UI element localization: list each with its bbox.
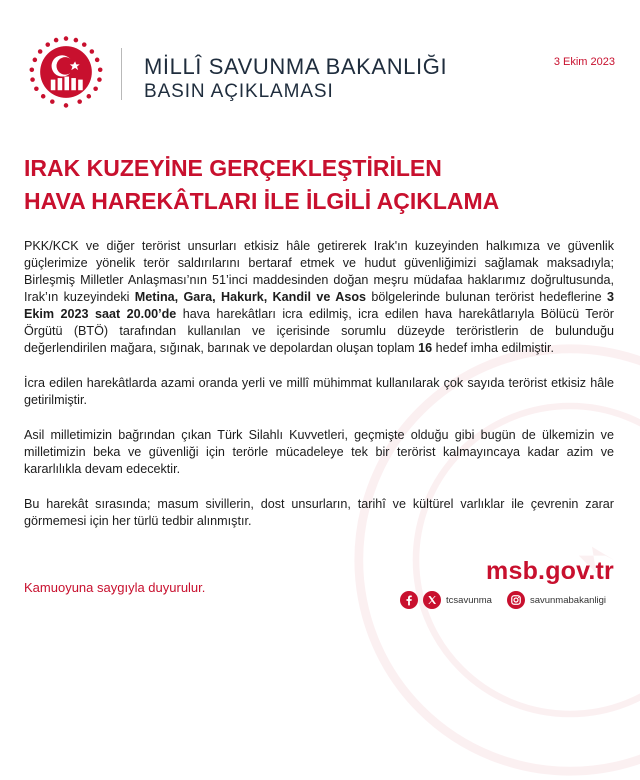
ministry-name: MİLLÎ SAVUNMA BAKANLIĞI [144, 54, 448, 79]
paragraph-3: Asil milletimizin bağrından çıkan Türk Silahlı Kuvvetleri, geçmişte olduğu gibi bugün de ülkemizin ve milletimizin beka ve güvenliği için terörle mücadeleye tek bir terörist kalmayıncaya kadar azim ve kararlılıkla devam edecektir. [24, 428, 614, 476]
closing-statement: Kamuoyuna saygıyla duyurulur. [24, 580, 206, 595]
header-divider [121, 48, 122, 100]
page-title [24, 152, 624, 218]
p1-text-g: hedef imha edilmiştir. [432, 341, 554, 355]
p1-regions: Metina, Gara, Hakurk, Kandil ve Asos [134, 290, 367, 304]
msb-logo-icon [28, 34, 104, 110]
paragraph-1 [24, 238, 614, 357]
title-line-2: HAVA HAREKÂTLARI İLE İLGİLİ AÇIKLAMA [24, 188, 500, 214]
paragraph-4: Bu harekât sırasında; masum sivillerin, dost unsurların, tarihî ve kültürel varlıklar ile çevrenin zarar görmemesi için her türlü tedbir alınmıştır. [24, 497, 614, 528]
p1-target-count: 16 [418, 341, 433, 355]
instagram-icon[interactable] [507, 591, 525, 609]
header [0, 0, 640, 130]
social-links [400, 590, 616, 610]
p1-text-c: bölgelerinde bulunan terörist hedeflerine [366, 290, 607, 304]
instagram-handle[interactable]: savunmabakanligi [529, 594, 606, 606]
facebook-icon[interactable] [400, 591, 418, 609]
p1-text-a: PKK/KCK ve diğer terörist unsurları etkisiz hâle getirerek Irak'ın kuzeyinden halkımıza ve güvenlik güçlerimize yönelik terör saldırılarını bertaraf etmek ve hudut güvenliğimizi sağlamak maksadıyla; Birleşmiş Milletler Anlaşması’nın 51’inci maddesinden doğan meşru müdafaa haklarımız doğrultusunda, Irak’ın kuzeyindeki [24, 239, 614, 304]
website-link[interactable]: msb.gov.tr [486, 557, 614, 585]
p1-text-e: hava harekâtları icra edilmiş, icra edilen hava harekâtlarıyla Bölücü Terör Örgütü (BTÖ) tarafından kullanılan ve içerisinde sorumlu düzeyde teröristlerin de bulunduğu değerlendirilen mağara, sığınak, barınak ve depolardan oluşan toplam [24, 307, 614, 355]
press-release-label: BASIN AÇIKLAMASI [144, 81, 334, 102]
document-body [24, 238, 614, 548]
x-icon[interactable] [423, 591, 441, 609]
title-line-1: IRAK KUZEYİNE GERÇEKLEŞTİRİLEN [24, 155, 442, 181]
paragraph-2: İcra edilen harekâtlarda azami oranda yerli ve millî mühimmat kullanılarak çok sayıda terörist etkisiz hâle getirilmiştir. [24, 376, 614, 407]
x-handle[interactable]: tcsavunma [446, 594, 492, 606]
p1-datetime: 3 Ekim 2023 saat 20.00’de [24, 290, 614, 321]
release-date: 3 Ekim 2023 [553, 56, 615, 68]
